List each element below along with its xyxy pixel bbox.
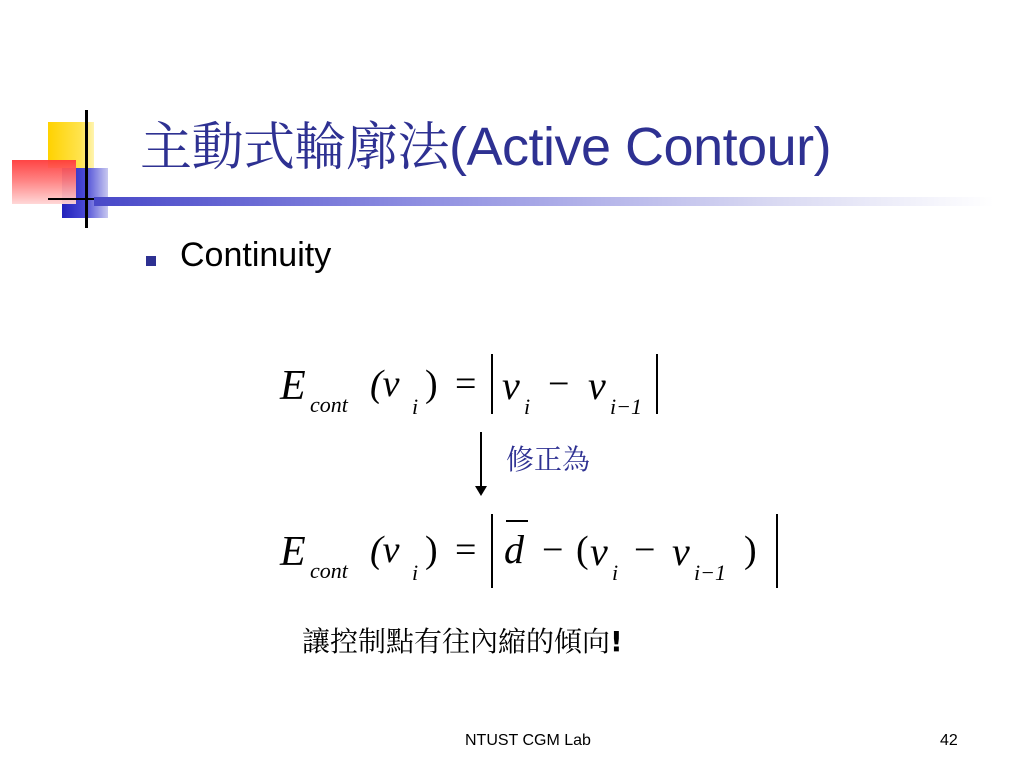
eq2-minus: − [542, 529, 564, 571]
eq2-equals: = [455, 529, 477, 571]
footer-lab: NTUST CGM Lab [465, 732, 591, 749]
arrow-down-icon [475, 486, 487, 496]
eq2-E: E [280, 529, 306, 575]
eq1-v-im1-sub: i−1 [610, 394, 642, 419]
eq1-bar-right [656, 354, 658, 414]
eq2-cont: cont [310, 558, 348, 583]
conclusion-text [302, 625, 623, 658]
slide-title [140, 117, 832, 178]
eq2-bar-left [491, 514, 493, 588]
eq2-d: d [504, 527, 524, 572]
eq2-v-i: v [590, 529, 608, 574]
eq1-minus: − [548, 363, 570, 405]
eq2-close: ) [425, 529, 438, 571]
eq2-arg: (v [370, 529, 400, 571]
eq1-E: E [280, 363, 306, 409]
eq1-cont: cont [310, 392, 348, 417]
equation-modified [280, 512, 790, 592]
eq2-v-i-sub: i [612, 560, 619, 585]
eq2-minus2: − [634, 529, 656, 571]
eq1-v-i-sub: i [524, 394, 531, 419]
eq2-arg-sub: i [412, 560, 419, 585]
conclusion-exclamation: ! [610, 625, 623, 658]
equation-original [280, 354, 670, 418]
eq1-close: ) [425, 363, 438, 405]
eq1-v-im1: v [588, 363, 606, 408]
conclusion-body: 讓控制點有往內縮的傾向 [302, 625, 611, 658]
title-underline [94, 197, 994, 206]
eq2-dbar-overline [506, 520, 528, 522]
title-en: (Active Contour) [449, 117, 832, 177]
logo-vertical-line [85, 110, 88, 228]
arrow-shaft [480, 432, 482, 490]
eq1-arg-sub: i [412, 394, 419, 419]
page-number: 42 [940, 732, 958, 749]
eq2-open-paren: ( [576, 529, 589, 571]
arrow-label: 修正為 [506, 443, 591, 476]
eq1-v-i: v [502, 363, 520, 408]
eq1-arg: (v [370, 363, 400, 405]
eq1-equals: = [455, 363, 477, 405]
bullet-square-icon [146, 256, 156, 266]
eq2-v-im1: v [672, 529, 690, 574]
bullet-continuity: Continuity [180, 236, 332, 274]
eq2-v-im1-sub: i−1 [694, 560, 726, 585]
eq1-bar-left [491, 354, 493, 414]
eq2-bar-right [776, 514, 778, 588]
eq2-close-paren: ) [744, 529, 757, 571]
title-cjk: 主動式輪廓法 [140, 118, 450, 178]
